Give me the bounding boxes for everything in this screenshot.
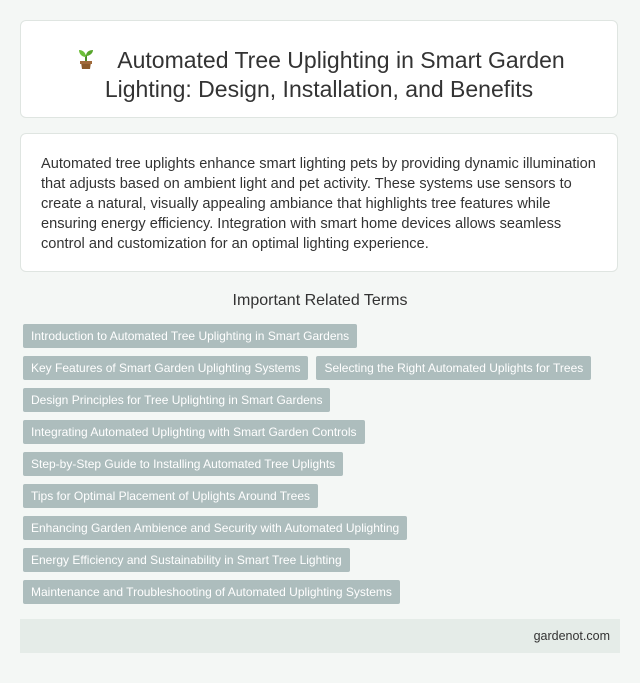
footer-site-link[interactable]: gardenot.com [533, 629, 610, 643]
page-title [21, 21, 617, 104]
page-title-text: Automated Tree Uplighting in Smart Garden Lighting: Design, Installation, and Benefits [104, 47, 565, 102]
related-term-tag[interactable]: Energy Efficiency and Sustainability in Smart Tree Lighting [23, 548, 350, 572]
summary-text: Automated tree uplights enhance smart lighting pets by providing dynamic illumination that adjusts based on ambient light and pet activity. These systems use sensors to create a natural, visually appealing ambiance that highlights tree features while ensuring energy efficiency. Integration with smart home devices allows seamless control and customization for an optimal lighting experience. [41, 156, 596, 252]
summary-card [20, 133, 618, 272]
related-term-tag[interactable]: Step-by-Step Guide to Installing Automated Tree Uplights [23, 452, 343, 476]
related-terms-list [23, 324, 623, 612]
related-term-tag[interactable]: Selecting the Right Automated Uplights for Trees [316, 356, 591, 380]
related-terms-heading: Important Related Terms [232, 292, 408, 309]
related-term-tag[interactable]: Maintenance and Troubleshooting of Automated Uplighting Systems [23, 580, 400, 604]
related-term-tag[interactable]: Design Principles for Tree Uplighting in Smart Gardens [23, 388, 330, 412]
title-card [20, 20, 618, 118]
sprout-icon [73, 46, 99, 72]
related-term-tag[interactable]: Integrating Automated Uplighting with Smart Garden Controls [23, 420, 365, 444]
related-term-tag[interactable]: Key Features of Smart Garden Uplighting Systems [23, 356, 308, 380]
related-term-tag[interactable]: Introduction to Automated Tree Uplighting in Smart Gardens [23, 324, 357, 348]
related-term-tag[interactable]: Tips for Optimal Placement of Uplights Around Trees [23, 484, 318, 508]
related-term-tag[interactable]: Enhancing Garden Ambience and Security with Automated Uplighting [23, 516, 407, 540]
footer [20, 619, 620, 653]
